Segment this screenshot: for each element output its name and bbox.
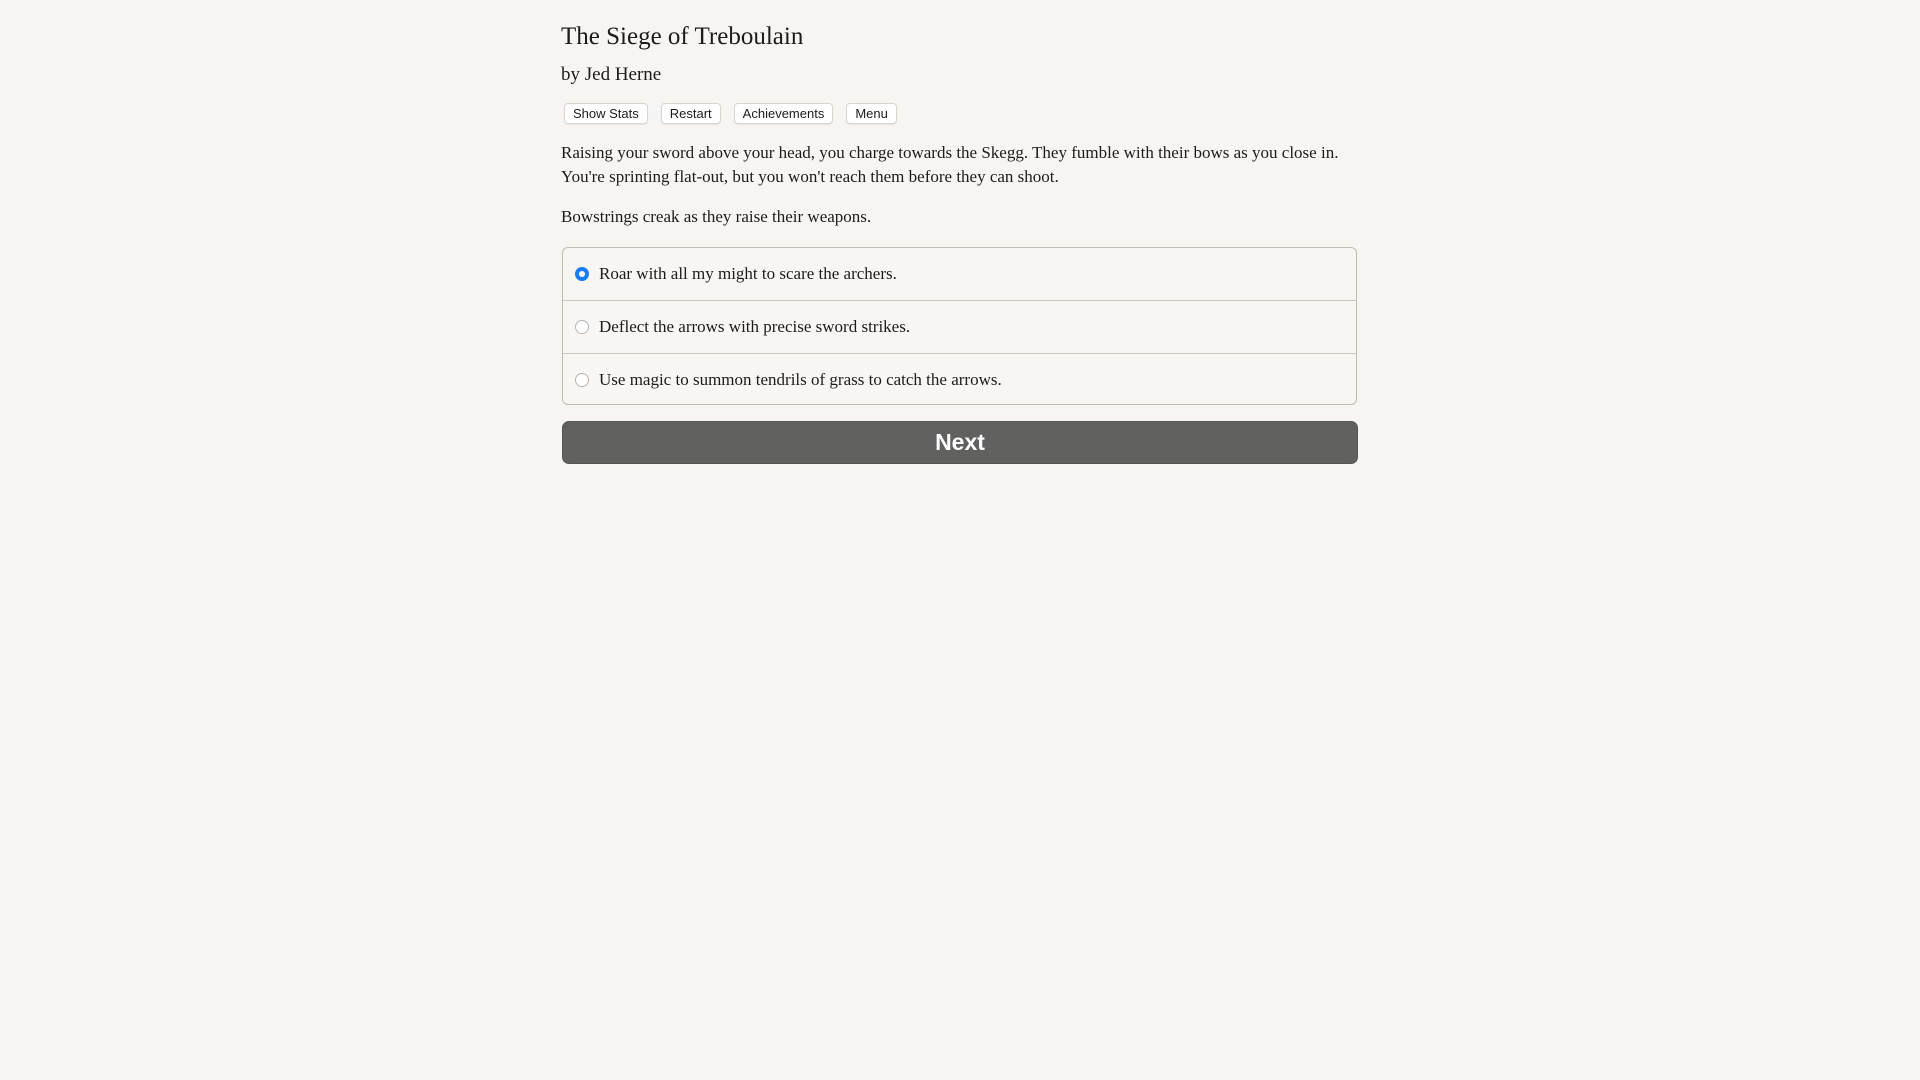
achievements-button[interactable]: Achievements [734,103,834,124]
radio-button-deflect[interactable] [575,320,589,334]
show-stats-button[interactable]: Show Stats [564,103,648,124]
choice-option-deflect[interactable] [563,300,1356,353]
choice-label[interactable]: Roar with all my might to scare the archers. [599,264,897,283]
choice-option-roar[interactable] [563,248,1356,300]
menu-button[interactable]: Menu [846,103,897,124]
story-paragraph: Bowstrings creak as they raise their weapons. [561,207,872,226]
next-button[interactable]: Next [562,421,1358,464]
toolbar [564,103,910,124]
game-author: by Jed Herne [561,64,662,85]
story-paragraph: Raising your sword above your head, you charge towards the Skegg. They fumble with their bows as you close in. You're sprinting flat-out, but you won't reach them before they can shoot. [561,143,1339,186]
choice-label[interactable]: Deflect the arrows with precise sword strikes. [599,317,911,336]
choice-label[interactable]: Use magic to summon tendrils of grass to catch the arrows. [599,369,1002,389]
choice-list [562,247,1357,405]
radio-button-magic[interactable] [575,373,589,387]
restart-button[interactable]: Restart [661,103,721,124]
choice-option-magic[interactable] [563,353,1356,405]
radio-button-roar[interactable] [575,267,589,281]
game-title: The Siege of Treboulain [561,23,804,50]
